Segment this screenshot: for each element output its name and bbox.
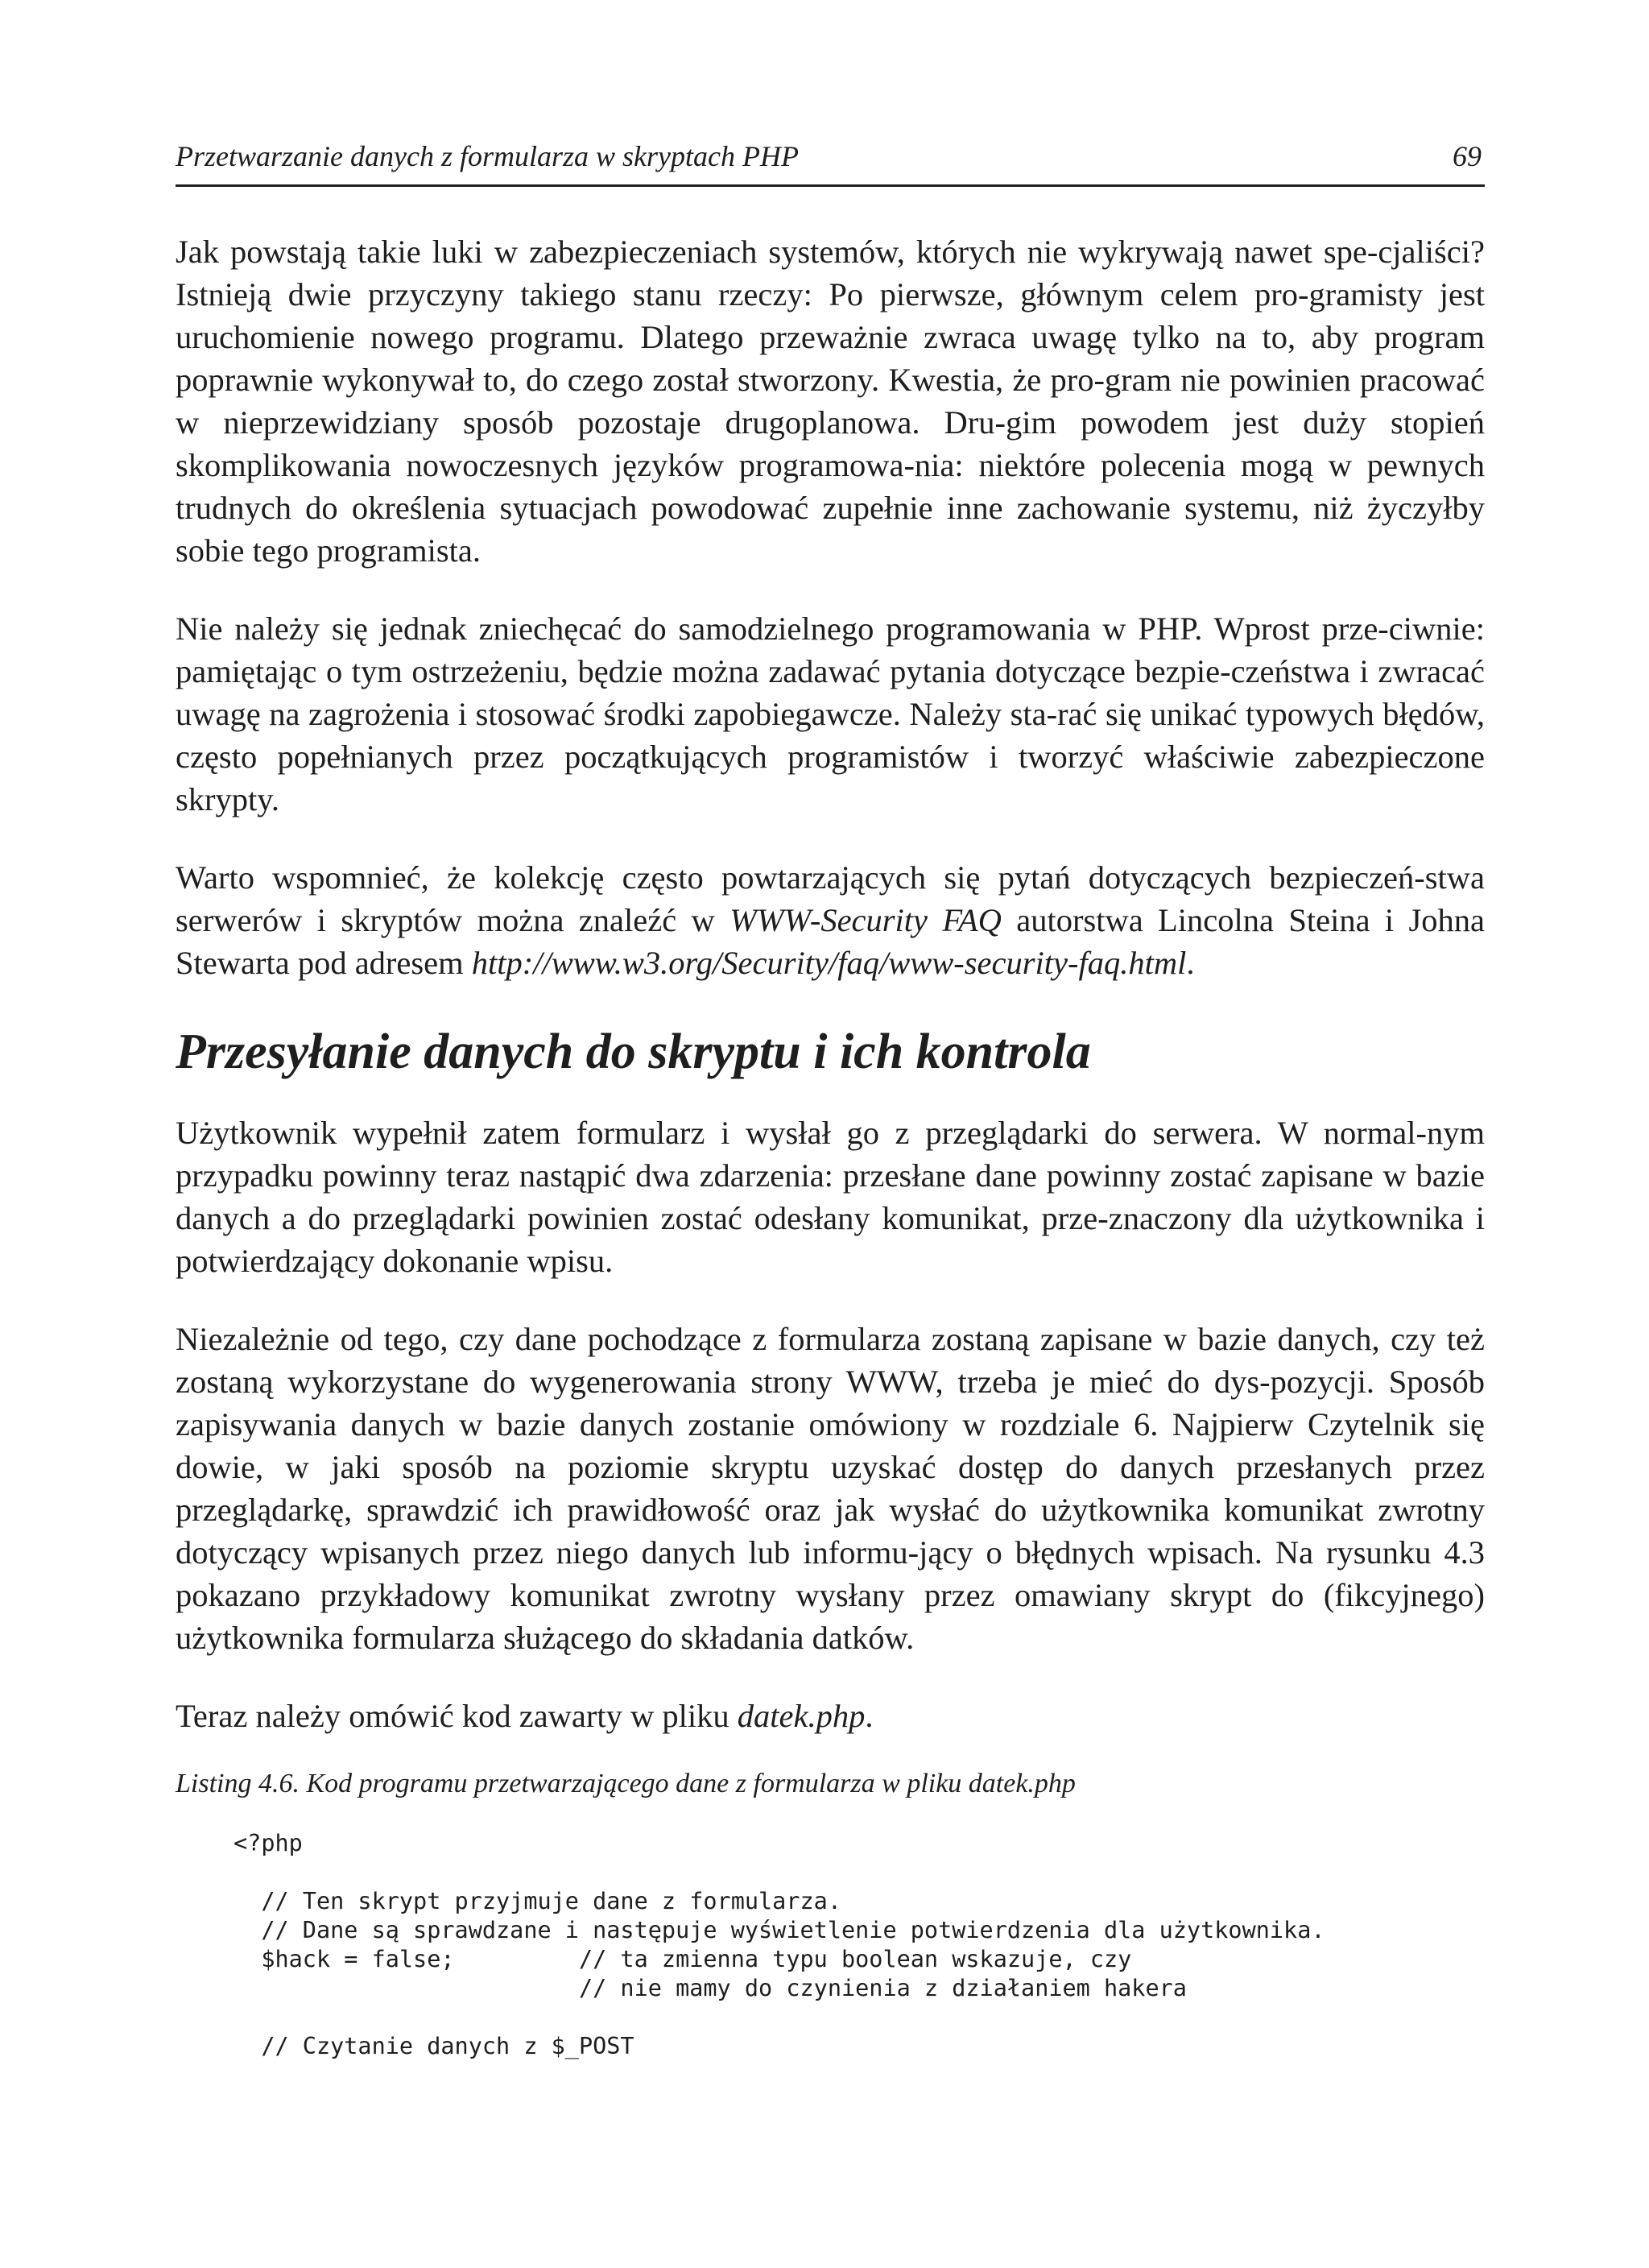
paragraph-security-faq-text-1: Warto wspomnieć, że kolekcję często powtarzających się pytań dotyczących bezpieczeń-stwa serwerów i skryptów można znaleźć w	[176, 859, 1485, 938]
page-body	[176, 230, 1485, 2061]
paragraph-discuss-code	[176, 1695, 1485, 1737]
faq-title: WWW-Security FAQ	[729, 902, 1002, 938]
paragraph-security-faq-text-2: autorstwa Lincolna Steina i Johna Stewarta pod adresem	[176, 902, 1485, 981]
paragraph-security-holes: Jak powstają takie luki w zabezpieczeniach systemów, których nie wykrywają nawet spe-cjaliści? Istnieją dwie przyczyny takiego stanu rzeczy: Po pierwsze, głównym celem pro-gramisty jest uruchomienie nowego programu. Dlatego przeważnie zwraca uwagę tylko na to, aby program poprawnie wykonywał to, do czego został stworzony. Kwestia, że pro-gram nie powinien pracować w nieprzewidziany sposób pozostaje drugoplanowa. Dru-gim powodem jest duży stopień skomplikowania nowoczesnych języków programowa-nia: niektóre polecenia mogą w pewnych trudnych do określenia sytuacjach powodować zupełnie inne zachowanie systemu, niż życzyłby sobie tego programista.	[176, 234, 1485, 569]
paragraph-discuss-code-text-2: .	[865, 1698, 874, 1734]
listing-caption: Listing 4.6. Kod programu przetwarzającego dane z formularza w pliku datek.php	[176, 1769, 1076, 1798]
page-number: 69	[1453, 140, 1482, 172]
paragraph-data-availability: Niezależnie od tego, czy dane pochodzące z formularza zostaną zapisane w bazie danych, czy też zostaną wykorzystane do wygenerowania strony WWW, trzeba je mieć do dys-pozycji. Sposób zapisywania danych w bazie danych zostanie omówiony w rozdziale 6. Najpierw Czytelnik się dowie, w jaki sposób na poziomie skryptu uzyskać dostęp do danych przesłanych przez przeglądarkę, sprawdzić ich prawidłowość oraz jak wysłać do użytkownika komunikat zwrotny dotyczący wpisanych przez niego danych lub informu-jący o błędnych wpisach. Na rysunku 4.3 pokazano przykładowy komunikat zwrotny wysłany przez omawiany skrypt do (fikcyjnego) użytkownika formularza służącego do składania datków.	[176, 1321, 1485, 1656]
section-heading: Przesyłanie danych do skryptu i ich kontrola	[176, 1024, 1091, 1079]
paragraph-discuss-code-text-1: Teraz należy omówić kod zawarty w pliku	[176, 1698, 738, 1734]
faq-url: http://www.w3.org/Security/faq/www-security-faq.html	[471, 945, 1187, 981]
paragraph-security-faq-text-3: .	[1186, 945, 1195, 981]
running-header	[176, 137, 1485, 187]
running-header-title: Przetwarzanie danych z formularza w skryptach PHP	[176, 140, 799, 172]
paragraph-do-not-discourage: Nie należy się jednak zniechęcać do samodzielnego programowania w PHP. Wprost prze-ciwnie: pamiętając o tym ostrzeżeniu, będzie można zadawać pytania dotyczące bezpie-czeństwa i zwracać uwagę na zagrożenia i stosować środki zapobiegawcze. Należy sta-rać się unikać typowych błędów, często popełnianych przez początkujących programistów i tworzyć właściwie zabezpieczone skrypty.	[176, 610, 1485, 817]
code-listing: <?php // Ten skrypt przyjmuje dane z formularza. // Dane są sprawdzane i następuje wyświetlenie potwierdzenia dla użytkownika. $hack = false; // ta zmienna typu boolean wskazuje, czy // nie mamy do czynienia z działaniem hakera // Czytanie danych z $_POST	[234, 1830, 1325, 2059]
paragraph-security-faq	[176, 856, 1485, 984]
file-name: datek.php	[737, 1698, 866, 1734]
paragraph-form-submitted: Użytkownik wypełnił zatem formularz i wysłał go z przeglądarki do serwera. W normal-nym przypadku powinny teraz nastąpić dwa zdarzenia: przesłane dane powinny zostać zapisane w bazie danych a do przeglądarki powinien zostać odesłany komunikat, prze-znaczony dla użytkownika i potwierdzający dokonanie wpisu.	[176, 1115, 1485, 1279]
